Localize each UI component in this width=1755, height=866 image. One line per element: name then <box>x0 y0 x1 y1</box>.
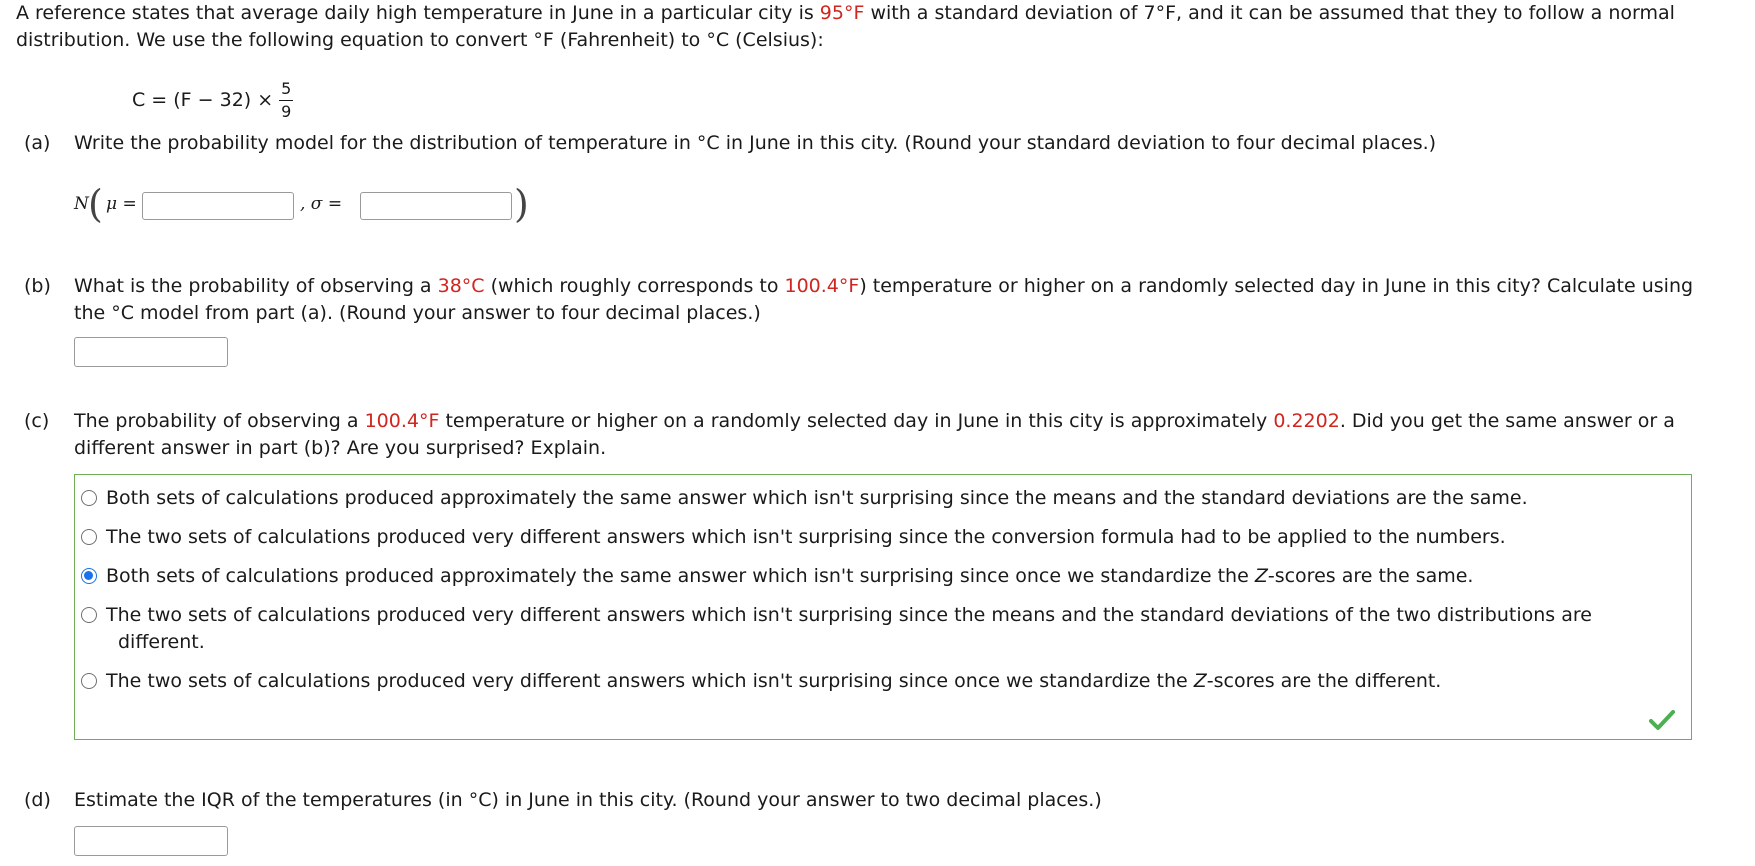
part-b <box>24 273 1724 327</box>
choice-5[interactable] <box>81 668 1661 695</box>
formula-fraction <box>279 80 293 121</box>
part-c-text-2: temperature or higher on a randomly selected day in June in this city is approximately <box>439 410 1274 432</box>
temp-celsius: 38°C <box>437 275 485 297</box>
part-a-label: (a) <box>24 132 51 154</box>
choice-4-text <box>106 602 1592 656</box>
choice-5-pre: The two sets of calculations produced very different answers which isn't surprising since once we standardize the <box>106 670 1194 692</box>
part-c-text-3: . Did you get the same answer or a different answer in part (b)? Are you surprised? Explain. <box>74 410 1675 459</box>
normal-symbol: N <box>74 194 89 214</box>
part-c-question <box>74 408 1724 462</box>
intro-text-1: A reference states that average daily high temperature in June in a particular city is <box>16 2 820 24</box>
choice-3-pre: Both sets of calculations produced approximately the same answer which isn't surprising since once we standardize the <box>106 565 1255 587</box>
choice-3[interactable] <box>81 563 1661 590</box>
part-a <box>24 130 1724 157</box>
choice-3-z: Z <box>1254 565 1268 587</box>
fraction-numerator: 5 <box>279 80 293 101</box>
part-d <box>24 787 1724 814</box>
problem-intro <box>16 0 1736 54</box>
choice-5-post: -scores are the different. <box>1206 670 1442 692</box>
radio-5[interactable] <box>81 673 97 689</box>
part-b-text-2: (which roughly corresponds to <box>484 275 785 297</box>
checkmark-icon <box>1649 709 1675 731</box>
radio-4[interactable] <box>81 607 97 623</box>
choice-4-line-2: different. <box>118 631 205 653</box>
part-c <box>24 408 1724 462</box>
formula-lhs: C = (F − 32) × <box>132 89 274 111</box>
part-b-text-3: ) temperature or higher on a randomly selected day in June in this city? Calculate using the °C model from part (a). (Round your answer to four decimal places.) <box>74 275 1694 324</box>
given-probability: 0.2202 <box>1273 410 1340 432</box>
sigma-label: , σ = <box>300 194 343 214</box>
answer-choices <box>74 474 1692 740</box>
choice-4-line-1: The two sets of calculations produced very different answers which isn't surprising since the means and the standard deviations of the two distributions are <box>106 604 1592 626</box>
part-b-label: (b) <box>24 275 51 297</box>
choice-3-text <box>106 563 1473 590</box>
mu-label: μ = <box>106 194 137 214</box>
part-b-answer-input[interactable] <box>74 337 228 367</box>
temp-fahrenheit: 100.4°F <box>784 275 860 297</box>
radio-3-selected[interactable] <box>81 568 97 584</box>
choice-1-text: Both sets of calculations produced approximately the same answer which isn't surprising since the means and the standard deviations are the same. <box>106 487 1528 509</box>
choice-5-z: Z <box>1193 670 1207 692</box>
open-paren: ( <box>88 182 103 226</box>
intro-text-2: with a standard deviation of 7°F, and it can be assumed that they to follow a normal distribution. We use the following equation to convert °F (Fahrenheit) to °C (Celsius): <box>16 2 1675 51</box>
sigma-input[interactable] <box>360 192 512 220</box>
choice-4[interactable] <box>81 602 1661 656</box>
part-d-question: Estimate the IQR of the temperatures (in °C) in June in this city. (Round your answer to two decimal places.) <box>74 789 1102 811</box>
close-paren: ) <box>514 182 529 226</box>
choice-3-post: -scores are the same. <box>1267 565 1474 587</box>
part-b-question <box>74 273 1724 327</box>
part-a-question: Write the probability model for the distribution of temperature in °C in June in this city. (Round your standard deviation to four decimal places.) <box>74 132 1437 154</box>
radio-2[interactable] <box>81 529 97 545</box>
choice-1[interactable] <box>81 485 1661 512</box>
radio-1[interactable] <box>81 490 97 506</box>
choice-5-text <box>106 668 1441 695</box>
conversion-formula <box>132 72 293 128</box>
normal-model-row <box>74 182 554 226</box>
part-c-temp-fahrenheit: 100.4°F <box>364 410 440 432</box>
choice-2-text: The two sets of calculations produced very different answers which isn't surprising since the conversion formula had to be applied to the numbers. <box>106 526 1506 548</box>
part-c-label: (c) <box>24 410 50 432</box>
part-d-label: (d) <box>24 789 51 811</box>
part-b-text-1: What is the probability of observing a <box>74 275 438 297</box>
part-d-answer-input[interactable] <box>74 826 228 856</box>
mean-fahrenheit: 95°F <box>819 2 865 24</box>
mu-input[interactable] <box>142 192 294 220</box>
part-c-text-1: The probability of observing a <box>74 410 365 432</box>
choice-2[interactable] <box>81 524 1661 551</box>
fraction-denominator: 9 <box>281 101 292 121</box>
